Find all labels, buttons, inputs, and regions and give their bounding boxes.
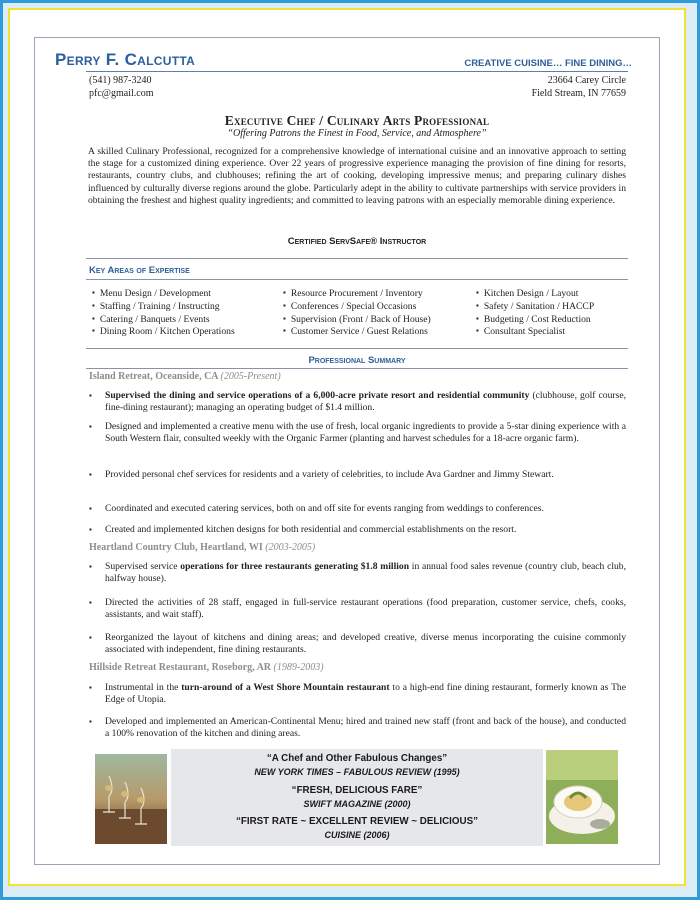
city-state-zip: Field Stream, IN 77659 <box>531 88 626 99</box>
press-quote: “FRESH, DELICIOUS FARE” <box>291 785 423 796</box>
press-quote: “FIRST RATE ~ EXCELLENT REVIEW ~ DELICIOUS” <box>235 816 479 827</box>
bullet-text: (clubhouse, golf course, fine-dining restaurant); managing an operating budget of $1.4 million. <box>105 390 626 414</box>
job-heading <box>89 371 281 382</box>
bullet-text: Reorganized the layout of kitchens and dining areas; and developed creative, diverse menus incorporating the cuisine commonly associated with independent, fine dining restaurants. <box>105 632 626 656</box>
bullet-text: Provided personal chef services for residents and a variety of celebrities, to include Ava Gardner and Jimmy Stewart. <box>105 469 554 480</box>
expertise-item: ▪ Safety / Sanitation / HACCP <box>476 301 594 314</box>
expertise-item: ▪ Consultant Specialist <box>476 326 594 339</box>
contact-right <box>532 74 626 100</box>
job-bullet <box>89 469 626 481</box>
bullet-text: Created and implemented kitchen designs for both residential and commercial establishments on the resort. <box>105 524 517 535</box>
summary-heading-rule <box>86 368 628 369</box>
press-source: CUISINE (2006) <box>324 830 390 840</box>
job-bullet <box>89 390 626 415</box>
job-bullet <box>89 682 626 707</box>
professional-summary-heading: Professional Summary <box>308 355 406 366</box>
press-source: NEW YORK TIMES – FABULOUS REVIEW (1995) <box>254 767 460 777</box>
street-address: 23664 Carey Circle <box>547 75 626 86</box>
resume-subtitle: “Offering Patrons the Finest in Food, Service, and Atmosphere” <box>227 128 487 139</box>
expertise-column-1 <box>92 288 235 339</box>
bullet-text: in annual food sales revenue (country club, beach club, halfway house). <box>105 561 626 585</box>
press-source: SWIFT MAGAZINE (2000) <box>303 799 411 809</box>
expertise-column-3 <box>476 288 594 339</box>
profile-summary: A skilled Culinary Professional, recognized for a comprehensive knowledge of international cuisine and an innovative approach to setting the stage for a customized dining experience. Over 22 years of progressive experience managing the provision of fine dining for resorts, restaurants, country clubs, and clubhouses; refining the art of cooking, developing impressive menus; and preparing culinary dishes influenced by culturally diverse regions around the globe. Particularly adept in the ability to cultivate partnerships with service providers in obtaining the freshest and highest quality ingredients; and committed to leaving patrons with an especially memorable dining experience. <box>88 146 626 206</box>
summary-top-rule <box>86 348 628 349</box>
job-heading <box>89 542 315 553</box>
job-bullet <box>89 716 626 741</box>
expertise-item: ▪ Staffing / Training / Instructing <box>92 301 235 314</box>
plated-dish-photo <box>546 750 618 844</box>
expertise-item: ▪ Supervision (Front / Back of House) <box>283 314 431 327</box>
job-dates: (2003-2005) <box>265 542 316 553</box>
expertise-item: ▪ Customer Service / Guest Relations <box>283 326 431 339</box>
press-quote: “A Chef and Other Fabulous Changes” <box>266 753 448 764</box>
expertise-item: ▪ Conferences / Special Occasions <box>283 301 431 314</box>
job-bullet <box>89 597 626 622</box>
phone: (541) 987-3240 <box>89 75 152 86</box>
resume-title: Executive Chef / Culinary Arts Professional <box>224 113 490 128</box>
bullet-text: Directed the activities of 28 staff, engaged in full-service restaurant operations (food preparation, customer service, chefs, cooks, assistants, and wait staff). <box>105 597 626 621</box>
certification: Certified ServSafe® Instructor <box>287 236 427 247</box>
bullet-text: Developed and implemented an American-Continental Menu; hired and trained new staff (front and back of the house), and conducted a 100% renovation of the kitchen and dining areas. <box>105 716 626 740</box>
expertise-item: ▪ Budgeting / Cost Reduction <box>476 314 594 327</box>
bullet-bold: operations for three restaurants generating $1.8 million <box>180 561 410 572</box>
job-bullet <box>89 524 626 536</box>
bullet-text: Supervised service <box>105 561 181 572</box>
job-dates: (1989-2003) <box>273 662 324 673</box>
bullet-text: to a high-end fine dining restaurant, formerly known as The Edge of Utopia. <box>105 682 626 706</box>
email: pfc@gmail.com <box>89 88 154 99</box>
bullet-text: Coordinated and executed catering services, both on and off site for events ranging from weddings to conferences. <box>105 503 544 514</box>
wine-glasses-photo <box>95 754 167 844</box>
expertise-column-2 <box>283 288 431 339</box>
expertise-heading: Key Areas of Expertise <box>89 265 190 276</box>
bullet-text: Designed and implemented a creative menu with the use of fresh, local organic ingredients to provide a 5-star dining experience with a South Western flair, consulted weekly with the Organic Farmer (planting and harvest schedules for a 18-acre organic farm). <box>105 421 626 445</box>
header-rule <box>86 71 628 72</box>
bullet-bold: turn-around of a West Shore Mountain restaurant <box>181 682 390 693</box>
expertise-item: ▪ Resource Procurement / Inventory <box>283 288 431 301</box>
candidate-name: Perry F. Calcutta <box>55 50 196 69</box>
expertise-heading-rule <box>86 279 628 280</box>
job-bullet <box>89 421 626 446</box>
job-bullet <box>89 503 626 515</box>
header-tagline: CREATIVE CUISINE… FINE DINING… <box>464 58 632 69</box>
employer: Island Retreat, Oceanside, CA <box>89 371 218 382</box>
employer: Heartland Country Club, Heartland, WI <box>89 542 263 553</box>
bullet-text: Instrumental in the <box>105 682 182 693</box>
contact-left <box>89 74 153 100</box>
job-bullet <box>89 561 626 586</box>
expertise-item: ▪ Dining Room / Kitchen Operations <box>92 326 235 339</box>
expertise-item: ▪ Menu Design / Development <box>92 288 235 301</box>
expertise-item: ▪ Kitchen Design / Layout <box>476 288 594 301</box>
expertise-item: ▪ Catering / Banquets / Events <box>92 314 235 327</box>
job-dates: (2005-Present) <box>220 371 281 382</box>
job-bullet <box>89 632 626 657</box>
employer: Hillside Retreat Restaurant, Roseborg, AR <box>89 662 272 673</box>
bullet-bold: Supervised the dining and service operations of a 6,000-acre private resort and residential community <box>105 390 530 401</box>
job-heading <box>89 662 324 673</box>
expertise-top-rule <box>86 258 628 259</box>
